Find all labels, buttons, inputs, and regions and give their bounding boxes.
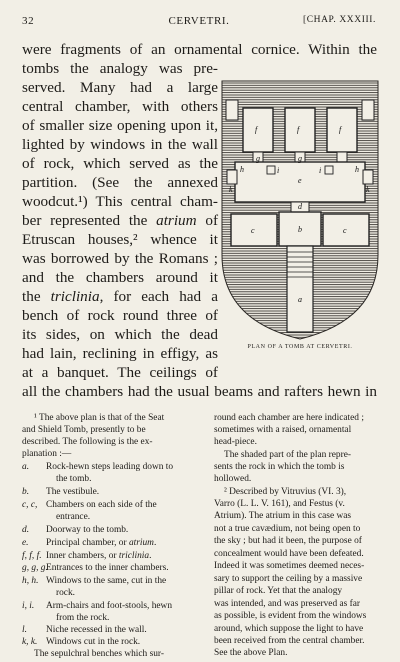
body-text-run: the bbox=[22, 288, 51, 305]
label-i: i bbox=[319, 166, 322, 175]
key-row-continuation: the tomb. bbox=[56, 474, 92, 484]
footnote-line: See the above Plan. bbox=[214, 648, 288, 658]
key-row bbox=[22, 524, 128, 537]
label-f: f bbox=[297, 125, 300, 134]
niche-top-right bbox=[362, 100, 374, 120]
footnote-line: Varro (L. L. V. 161), and Festus (v. bbox=[214, 499, 345, 509]
body-text-run: ber represented the bbox=[22, 212, 157, 229]
key-row bbox=[22, 575, 166, 588]
window-h-right bbox=[363, 170, 373, 184]
key-text-em: atrium bbox=[128, 538, 154, 548]
body-line: lighted by windows in the wall bbox=[22, 136, 218, 153]
body-line: were fragments of an ornamental cornice. Within the bbox=[22, 41, 377, 58]
key-description: Rock-hewn steps leading down to bbox=[46, 462, 174, 472]
emphasis-triclinia: triclinia bbox=[50, 288, 100, 305]
key-row bbox=[22, 537, 156, 550]
body-line: was borrowed by the Romans ; bbox=[22, 250, 218, 267]
key-description: Windows to the same, cut in the bbox=[46, 576, 167, 586]
emphasis-atrium: atrium bbox=[156, 212, 197, 229]
chapter-reference: [CHAP. XXXIII. bbox=[302, 15, 376, 25]
label-c: c bbox=[343, 226, 347, 235]
running-header bbox=[22, 15, 376, 29]
footnote-line: concealment would have been defeated. bbox=[214, 549, 364, 559]
key-row bbox=[22, 461, 173, 474]
body-line: at a banquet. The ceilings of bbox=[22, 364, 218, 381]
key-row bbox=[22, 550, 151, 563]
entrance-g-right bbox=[337, 152, 347, 162]
page-number: 32 bbox=[22, 15, 35, 27]
body-line: woodcut.¹) This central cham- bbox=[22, 193, 218, 210]
key-description: Windows cut in the rock. bbox=[46, 637, 141, 647]
key-text: . bbox=[153, 538, 157, 548]
footnote-line: was intended, and was preserved as far bbox=[214, 599, 361, 609]
footnote-line: the sky ; but had it been, the purpose of bbox=[214, 536, 362, 546]
key-description bbox=[46, 550, 151, 563]
footnote-line: sents the rock in which the tomb is bbox=[214, 462, 345, 472]
key-text: Inner chambers, or bbox=[46, 551, 119, 561]
key-row bbox=[22, 636, 140, 649]
body-line: its sides, on which the dead bbox=[22, 326, 218, 343]
key-letter: a. bbox=[22, 462, 30, 472]
footnote-line: head-piece. bbox=[214, 437, 257, 447]
body-line: of rock, which served as the bbox=[22, 155, 218, 172]
key-description: Doorway to the tomb. bbox=[46, 525, 129, 535]
key-description: Entrances to the inner chambers. bbox=[46, 563, 169, 573]
key-text: . bbox=[149, 551, 152, 561]
key-row-continuation: rock. bbox=[56, 588, 76, 598]
footnote-line: been received from the central chamber. bbox=[214, 636, 365, 646]
footnote-line: around, which suppose the light to have bbox=[214, 624, 364, 634]
footnote-line: Indeed it was sometimes deemed neces- bbox=[214, 561, 365, 571]
tomb-plan-woodcut bbox=[221, 80, 379, 340]
body-line: and the chambers around it bbox=[22, 269, 218, 286]
key-description: The vestibule. bbox=[46, 487, 100, 497]
key-row-continuation: from the rock. bbox=[56, 613, 110, 623]
key-row-continuation: entrance. bbox=[56, 512, 91, 522]
body-line: central chamber, with others bbox=[22, 98, 218, 115]
footnote-line: sometimes with a raised, ornamental bbox=[214, 425, 352, 435]
key-letter: b. bbox=[22, 487, 30, 497]
key-row bbox=[22, 562, 169, 575]
label-g: g bbox=[298, 154, 302, 163]
key-description: Arm-chairs and foot-stools, hewn bbox=[46, 601, 173, 611]
label-f: f bbox=[339, 125, 342, 134]
key-letter: k, k. bbox=[22, 637, 38, 647]
window-h-left bbox=[227, 170, 237, 184]
footnote-line: The sepulchral benches which sur- bbox=[34, 649, 164, 659]
label-i: i bbox=[277, 166, 280, 175]
key-letter: c, c, bbox=[22, 500, 38, 510]
label-g: g bbox=[256, 154, 260, 163]
key-letter: d. bbox=[22, 525, 30, 535]
label-k: k bbox=[229, 185, 233, 194]
label-h: h bbox=[240, 165, 244, 174]
body-line: Etruscan houses,² whence it bbox=[22, 231, 218, 248]
steps-a bbox=[287, 246, 313, 332]
footnote-line: round each chamber are here indicated ; bbox=[214, 413, 364, 423]
label-d: d bbox=[298, 202, 302, 211]
chamber-f-left bbox=[243, 108, 273, 152]
key-row bbox=[22, 486, 99, 499]
key-letter: i, i. bbox=[22, 601, 35, 611]
key-letter: e. bbox=[22, 538, 29, 548]
chamber-f-right bbox=[327, 108, 357, 152]
body-line: of smaller size opening upon it, bbox=[22, 117, 218, 134]
body-line bbox=[22, 211, 218, 230]
body-line: bench of rock round three of bbox=[22, 307, 218, 324]
key-row bbox=[22, 600, 172, 613]
figure-caption: PLAN OF A TOMB AT CERVETRI. bbox=[247, 344, 353, 350]
label-k: k bbox=[366, 185, 370, 194]
body-line: all the chambers had the usual beams and rafters hewn in bbox=[22, 383, 377, 400]
body-line: had lain, reclining in effigy, as bbox=[22, 345, 218, 362]
footnote-line: hollowed. bbox=[214, 474, 252, 484]
chamber-f-center bbox=[285, 108, 315, 152]
body-line: served. Many had a large bbox=[22, 79, 218, 96]
footnote-line: not a true cavædium, not being open to bbox=[214, 524, 361, 534]
key-description: Niche recessed in the wall. bbox=[46, 625, 147, 635]
footnote-line: sary to support the ceiling by a massive bbox=[214, 574, 363, 584]
key-row bbox=[22, 499, 157, 512]
footnote-line: as possible, is evident from the windows bbox=[214, 611, 367, 621]
body-line bbox=[22, 287, 218, 306]
label-f: f bbox=[255, 125, 258, 134]
key-row bbox=[22, 624, 147, 637]
key-text: Principal chamber, or bbox=[46, 538, 129, 548]
body-text-run: , for each had a bbox=[99, 288, 218, 305]
key-letter: g, g, g. bbox=[22, 563, 48, 573]
key-text-em: triclinia bbox=[118, 551, 150, 561]
body-line: partition. (See the annexed bbox=[22, 174, 218, 191]
label-a: a bbox=[298, 295, 302, 304]
footnote-line: and Shield Tomb, presently to be bbox=[22, 425, 146, 435]
key-letter: f, f, f. bbox=[22, 551, 42, 561]
footnote-line: planation :— bbox=[22, 449, 72, 459]
key-letter: h, h. bbox=[22, 576, 39, 586]
footnote-line: pillar of rock. Yet that the analogy bbox=[214, 586, 343, 596]
key-description: Chambers on each side of the bbox=[46, 500, 157, 510]
running-title: CERVETRI. bbox=[168, 15, 230, 27]
body-line: tombs the analogy was pre- bbox=[22, 60, 218, 77]
key-description bbox=[46, 537, 156, 550]
footnote-line: ² Described by Vitruvius (VI. 3), bbox=[224, 487, 347, 497]
footnote-line: The shaded part of the plan repre- bbox=[224, 450, 352, 460]
footnote-line: ¹ The above plan is that of the Seat bbox=[34, 413, 165, 423]
label-c: c bbox=[251, 226, 255, 235]
footnote-line: Atrium). The atrium in this case was bbox=[214, 511, 352, 521]
footnote-line: described. The following is the ex- bbox=[22, 437, 153, 447]
label-h: h bbox=[355, 165, 359, 174]
label-b: b bbox=[298, 225, 302, 234]
niche-top-left bbox=[226, 100, 238, 120]
label-e: e bbox=[298, 176, 302, 185]
key-letter: l. bbox=[22, 625, 27, 635]
body-text-run: of bbox=[196, 212, 218, 229]
